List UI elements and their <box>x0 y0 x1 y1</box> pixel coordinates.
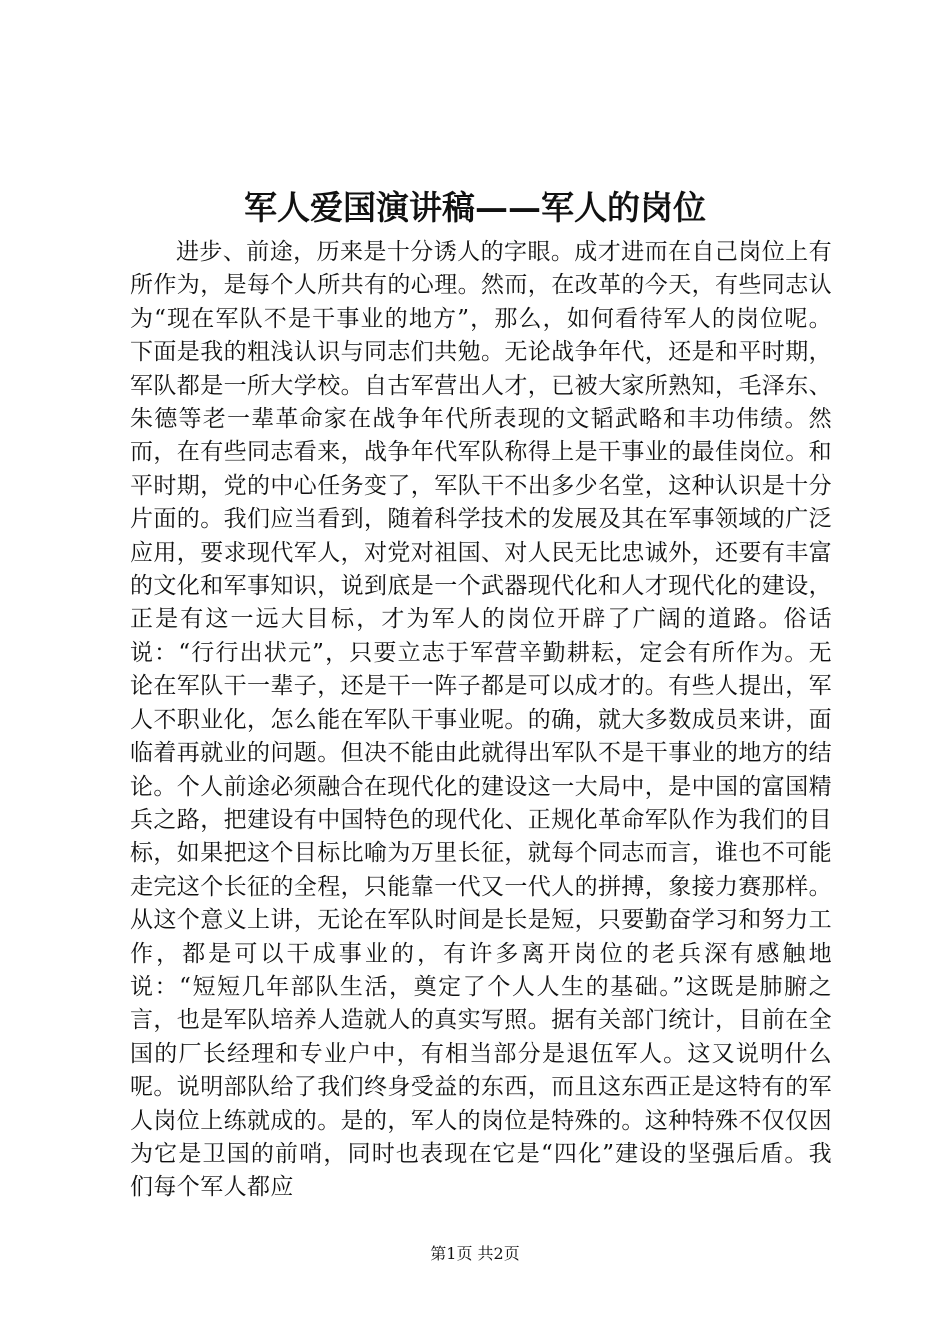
document-title: 军人爱国演讲稿——军人的岗位 <box>244 188 706 227</box>
page-footer: 第1页 共2页 <box>430 1244 520 1263</box>
document-body-paragraph: 进步、前途，历来是十分诱人的字眼。成才进而在自己岗位上有所作为，是每个人所共有的心理。然而，在改革的今天，有些同志认为“现在军队不是干事业的地方”，那么，如何看待军人的岗位呢。下面是我的粗浅认识与同志们共勉。无论战争年代，还是和平时期，军队都是一所大学校。自古军营出人才，已被大家所熟知，毛泽东、朱德等老一辈革命家在战争年代所表现的文韬武略和丰功伟绩。然而，在有些同志看来，战争年代军队称得上是干事业的最佳岗位。和平时期，党的中心任务变了，军队干不出多少名堂，这种认识是十分片面的。我们应当看到，随着科学技术的发展及其在军事领域的广泛应用，要求现代军人，对党对祖国、对人民无比忠诚外，还要有丰富的文化和军事知识，说到底是一个武器现代化和人才现代化的建设，正是有这一远大目标，才为军人的岗位开辟了广阔的道路。俗话说：“行行出状元”，只要立志于军营辛勤耕耘，定会有所作为。无论在军队干一辈子，还是干一阵子都是可以成才的。有些人提出，军人不职业化，怎么能在军队干事业呢。的确，就大多数成员来讲，面临着再就业的问题。但决不能由此就得出军队不是干事业的地方的结论。个人前途必须融合在现代化的建设这一大局中，是中国的富国精兵之路，把建设有中国特色的现代化、正规化革命军队作为我们的目标，如果把这个目标比喻为万里长征，就每个同志而言，谁也不可能走完这个长征的全程，只能靠一代又一代人的拼搏，象接力赛那样。从这个意义上讲，无论在军队时间是长是短，只要勤奋学习和努力工作，都是可以干成事业的，有许多离开岗位的老兵深有感触地说：“短短几年部队生活，奠定了个人人生的基础。”这既是肺腑之言，也是军队培养人造就人的真实写照。据有关部门统计，目前在全国的厂长经理和专业户中，有相当部分是退伍军人。这又说明什么呢。说明部队给了我们终身受益的东西，而且这东西正是这特有的军人岗位上练就成的。是的，军人的岗位是特殊的。这种特殊不仅仅因为它是卫国的前哨，同时也表现在它是“四化”建设的坚强后盾。我们每个军人都应 <box>130 239 832 1201</box>
